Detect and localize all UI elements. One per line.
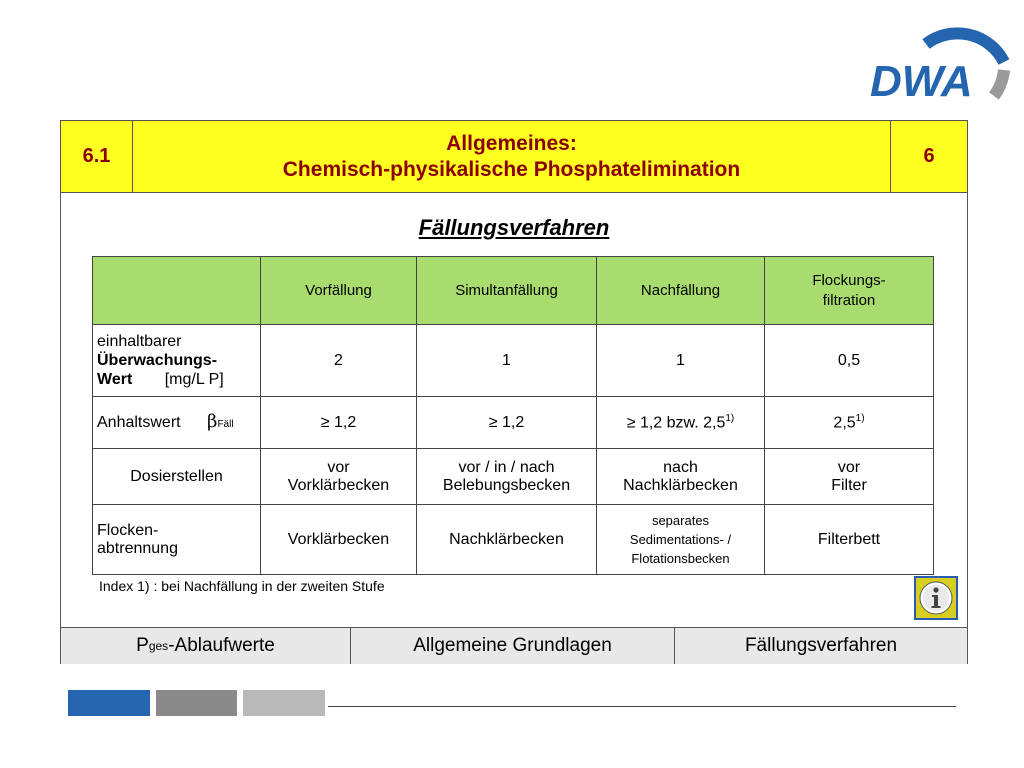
decor-bar-blue	[68, 690, 150, 716]
table-cell	[597, 505, 765, 575]
process-table	[92, 256, 934, 575]
nav-label-rest: -Ablaufwerte	[168, 635, 275, 656]
cell-line: vor	[327, 458, 350, 476]
table-row	[93, 325, 934, 397]
info-icon	[919, 581, 953, 615]
label-unit: [mg/L P]	[164, 371, 224, 388]
label-text: Anhaltswert	[97, 413, 181, 431]
table-cell	[597, 449, 765, 505]
table-cell: 1	[597, 325, 765, 397]
row-label	[93, 325, 261, 397]
table-cell: ≥ 1,2	[417, 397, 597, 449]
title-line-1: Allgemeines:	[446, 131, 577, 155]
decor-line	[328, 706, 956, 707]
header-flock-line-2: filtration	[822, 291, 876, 309]
nav-faellungsverfahren[interactable]: Fällungsverfahren	[744, 635, 898, 656]
row-label	[93, 505, 261, 575]
cell-line: vor / in / nach	[458, 458, 555, 476]
header-flock-line-1: Flockungs-	[812, 271, 886, 289]
table-row	[93, 449, 934, 505]
cell-line: vor	[837, 458, 861, 476]
cell-line: Sedimentations- /	[629, 532, 732, 547]
label-line: Flocken-	[97, 521, 159, 539]
chapter-number: 6.1	[61, 121, 133, 192]
cell-value: ≥ 1,2 bzw. 2,5	[626, 414, 726, 432]
label-line: abtrennung	[97, 539, 178, 557]
cell-line: Filter	[831, 476, 867, 494]
content-frame	[60, 120, 968, 664]
header-cell: Vorfällung	[261, 257, 417, 325]
footnote: Index 1) : bei Nachfällung in der zweiten Stufe	[99, 578, 385, 594]
info-button[interactable]	[914, 576, 958, 620]
label-line: Überwachungs-	[97, 352, 218, 369]
cell-line: Flotationsbecken	[631, 551, 730, 566]
table-cell	[765, 397, 934, 449]
nav-allgemeine-grundlagen[interactable]: Allgemeine Grundlagen	[351, 628, 675, 664]
label-line: Wert	[97, 371, 133, 388]
table-cell: Filterbett	[765, 505, 934, 575]
nav-label-sub: ges	[148, 639, 169, 653]
cell-line: nach	[663, 458, 698, 476]
table-row	[93, 397, 934, 449]
table-cell: Nachklärbecken	[417, 505, 597, 575]
cell-line: Nachklärbecken	[623, 476, 738, 494]
footnote-mark: 1)	[855, 412, 865, 424]
cell-line: separates	[651, 513, 710, 528]
table-cell	[597, 397, 765, 449]
table-cell: Vorklärbecken	[261, 505, 417, 575]
table-cell: 1	[417, 325, 597, 397]
table-cell	[765, 449, 934, 505]
header-cell-empty	[93, 257, 261, 325]
row-label: Dosierstellen	[93, 449, 261, 505]
section-title: Fällungsverfahren	[418, 215, 610, 240]
beta-subscript: Fäll	[217, 418, 234, 430]
footnote-mark: 1)	[725, 412, 735, 424]
table-row	[93, 505, 934, 575]
table-cell: 0,5	[765, 325, 934, 397]
page-title	[133, 121, 891, 192]
table-cell	[261, 449, 417, 505]
row-label	[93, 397, 261, 449]
table-cell: 2	[261, 325, 417, 397]
table-header-row	[93, 257, 934, 325]
header-cell: Simultanfällung	[417, 257, 597, 325]
page-number: 6	[923, 145, 935, 167]
bottom-navigation	[61, 627, 967, 664]
decor-bar-gray	[156, 690, 237, 716]
title-line-2: Chemisch-physikalische Phosphatelimination	[282, 157, 741, 181]
cell-line: Vorklärbecken	[287, 476, 390, 494]
cell-line: Belebungsbecken	[442, 476, 571, 494]
table-cell	[417, 449, 597, 505]
header-cell	[765, 257, 934, 325]
decor-bar-lightgray	[243, 690, 325, 716]
logo-text: DWA	[870, 57, 973, 104]
header-bar	[61, 121, 967, 193]
dwa-logo	[866, 14, 1012, 104]
table-cell: ≥ 1,2	[261, 397, 417, 449]
cell-value: 2,5	[833, 414, 856, 432]
beta-symbol: β	[207, 410, 218, 432]
nav-label-p: P	[136, 635, 149, 656]
nav-pges-ablaufwerte[interactable]	[61, 628, 351, 664]
label-line: einhaltbarer	[97, 333, 182, 350]
header-cell: Nachfällung	[597, 257, 765, 325]
